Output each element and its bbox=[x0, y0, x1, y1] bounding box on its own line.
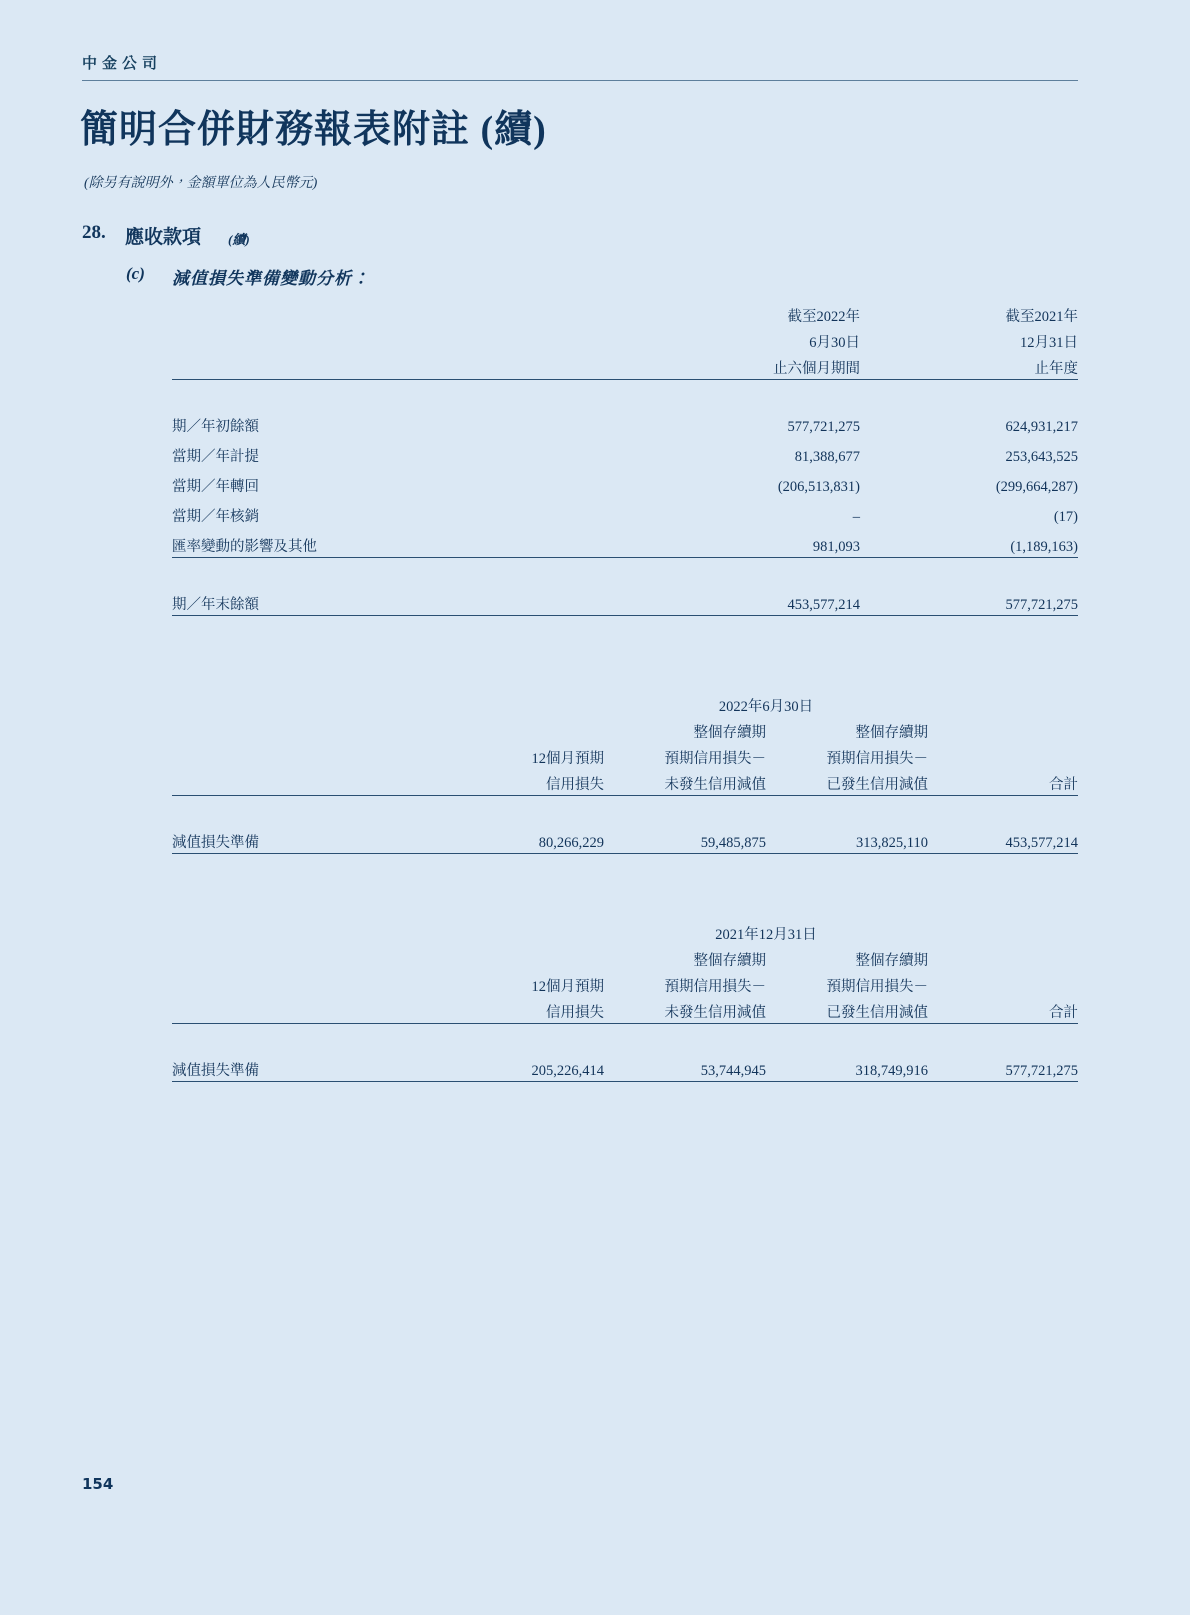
header-lifetime-credit-line3: 已發生信用減值 bbox=[826, 1005, 928, 1021]
header-lifetime-credit-line1: 整個存續期 bbox=[855, 725, 928, 741]
header-lifetime-credit-line2: 預期信用損失－ bbox=[826, 979, 928, 995]
row-value-12m: 205,226,414 bbox=[531, 1063, 604, 1079]
table-rule bbox=[172, 614, 1078, 616]
page-number: 154 bbox=[82, 1475, 114, 1493]
total-value-2022: 453,577,214 bbox=[787, 597, 860, 613]
header-lifetime-nocredit-line2: 預期信用損失－ bbox=[664, 979, 766, 995]
table-rule bbox=[172, 852, 1078, 854]
spacer-cell bbox=[462, 690, 604, 716]
ecl-stage-table-2022 bbox=[172, 690, 1078, 854]
row-value-lifetime-nocredit: 59,485,875 bbox=[700, 835, 766, 851]
spacer-cell bbox=[172, 716, 462, 742]
table-row bbox=[172, 406, 1078, 436]
row-value-lifetime-nocredit: 53,744,945 bbox=[700, 1063, 766, 1079]
spacer-cell bbox=[172, 996, 462, 1022]
table-row bbox=[172, 436, 1078, 466]
table-row bbox=[172, 466, 1078, 496]
header-divider bbox=[82, 80, 1078, 81]
header-12m-line2: 12個月預期 bbox=[531, 751, 604, 767]
spacer-cell bbox=[928, 690, 1078, 716]
row-value-2022: (206,513,831) bbox=[777, 479, 860, 495]
header-12m-line1 bbox=[462, 944, 604, 970]
row-value-12m: 80,266,229 bbox=[538, 835, 604, 851]
table-row bbox=[172, 496, 1078, 526]
row-value-2022: 981,093 bbox=[812, 539, 860, 555]
spacer-cell bbox=[928, 716, 1078, 742]
header-12m-line3: 信用損失 bbox=[546, 777, 604, 793]
table-date-header-row bbox=[172, 918, 1078, 944]
table-header-row bbox=[172, 300, 1078, 326]
spacer-row bbox=[172, 558, 1078, 585]
row-label: 當期／年核銷 bbox=[172, 509, 259, 525]
header-lifetime-credit-line1: 整個存續期 bbox=[855, 953, 928, 969]
row-label: 期／年初餘額 bbox=[172, 419, 259, 435]
spacer-cell bbox=[462, 918, 604, 944]
header-lifetime-nocredit-line1: 整個存續期 bbox=[693, 725, 766, 741]
row-label: 匯率變動的影響及其他 bbox=[172, 539, 317, 555]
spacer-row bbox=[172, 796, 1078, 823]
header-12m-line3: 信用損失 bbox=[546, 1005, 604, 1021]
note-continued-marker: (續) bbox=[228, 232, 250, 247]
table-header-row bbox=[172, 326, 1078, 352]
header-2022-line1: 截至2022年 bbox=[787, 309, 860, 325]
header-2021-line1: 截至2021年 bbox=[1005, 309, 1078, 325]
total-value-2021: 577,721,275 bbox=[1005, 597, 1078, 613]
table-header-row bbox=[172, 352, 1078, 378]
spacer-row bbox=[172, 380, 1078, 407]
ecl-stage-table-2021 bbox=[172, 918, 1078, 1082]
table-rule bbox=[172, 1080, 1078, 1082]
page-subtitle: (除另有說明外，金額單位為人民幣元) bbox=[84, 176, 318, 191]
header-2022-line2: 6月30日 bbox=[809, 335, 860, 351]
header-lifetime-credit-line2: 預期信用損失－ bbox=[826, 751, 928, 767]
page-title: 簡明合併財務報表附註 (續) bbox=[80, 109, 547, 151]
header-2021-line2: 12月31日 bbox=[1020, 335, 1078, 351]
spacer-cell bbox=[172, 742, 462, 768]
header-lifetime-nocredit-line2: 預期信用損失－ bbox=[664, 751, 766, 767]
subsection-title: 減值損失準備變動分析： bbox=[172, 269, 370, 288]
row-value-2021: (1,189,163) bbox=[1010, 539, 1078, 555]
header-lifetime-credit-line3: 已發生信用減值 bbox=[826, 777, 928, 793]
row-value-2021: 624,931,217 bbox=[1005, 419, 1078, 435]
spacer-cell bbox=[172, 690, 462, 716]
table-row bbox=[172, 1050, 1078, 1080]
spacer-cell bbox=[928, 918, 1078, 944]
header-2022-line3: 止六個月期間 bbox=[773, 361, 860, 377]
row-label: 減值損失準備 bbox=[172, 1063, 259, 1079]
header-total: 合計 bbox=[1049, 1005, 1078, 1021]
spacer-cell bbox=[172, 970, 462, 996]
table-header-row bbox=[172, 716, 1078, 742]
row-value-total: 577,721,275 bbox=[1005, 1063, 1078, 1079]
row-value-2021: (17) bbox=[1053, 509, 1078, 525]
header-lifetime-nocredit-line3: 未發生信用減值 bbox=[664, 777, 766, 793]
row-label: 當期／年轉回 bbox=[172, 479, 259, 495]
header-12m-line1 bbox=[462, 716, 604, 742]
spacer-cell bbox=[172, 768, 462, 794]
running-head: 中金公司 bbox=[82, 54, 163, 72]
row-value-2022: 577,721,275 bbox=[787, 419, 860, 435]
table-header-row bbox=[172, 742, 1078, 768]
table-row bbox=[172, 822, 1078, 852]
spacer-cell bbox=[928, 970, 1078, 996]
header-lifetime-nocredit-line1: 整個存續期 bbox=[693, 953, 766, 969]
row-value-2021: 253,643,525 bbox=[1005, 449, 1078, 465]
spacer-cell bbox=[172, 300, 642, 326]
spacer-cell bbox=[172, 326, 642, 352]
row-value-lifetime-credit: 318,749,916 bbox=[855, 1063, 928, 1079]
spacer-cell bbox=[172, 918, 462, 944]
header-2021-line3: 止年度 bbox=[1034, 361, 1078, 377]
table-date-header-row bbox=[172, 690, 1078, 716]
header-lifetime-nocredit-line3: 未發生信用減值 bbox=[664, 1005, 766, 1021]
note-title: 應收款項 bbox=[125, 227, 202, 248]
spacer-row bbox=[172, 1024, 1078, 1051]
spacer-cell bbox=[928, 742, 1078, 768]
row-value-2021: (299,664,287) bbox=[995, 479, 1078, 495]
row-value-2022: – bbox=[852, 509, 860, 525]
row-label: 減值損失準備 bbox=[172, 835, 259, 851]
table-header-row bbox=[172, 996, 1078, 1022]
date-header-2022: 2022年6月30日 bbox=[718, 699, 814, 715]
spacer-cell bbox=[172, 944, 462, 970]
subsection-label: (c) bbox=[126, 264, 145, 283]
header-total: 合計 bbox=[1049, 777, 1078, 793]
note-number: 28. bbox=[82, 222, 106, 243]
spacer-cell bbox=[172, 352, 642, 378]
table-total-row bbox=[172, 584, 1078, 614]
table-row bbox=[172, 526, 1078, 556]
date-header-2021: 2021年12月31日 bbox=[715, 927, 817, 943]
table-header-row bbox=[172, 944, 1078, 970]
table-header-row bbox=[172, 768, 1078, 794]
row-value-lifetime-credit: 313,825,110 bbox=[856, 835, 928, 851]
total-label: 期／年末餘額 bbox=[172, 597, 259, 613]
row-value-2022: 81,388,677 bbox=[794, 449, 860, 465]
row-value-total: 453,577,214 bbox=[1005, 835, 1078, 851]
row-label: 當期／年計提 bbox=[172, 449, 259, 465]
header-12m-line2: 12個月預期 bbox=[531, 979, 604, 995]
table-header-row bbox=[172, 970, 1078, 996]
movement-analysis-table bbox=[172, 300, 1078, 616]
spacer-cell bbox=[928, 944, 1078, 970]
